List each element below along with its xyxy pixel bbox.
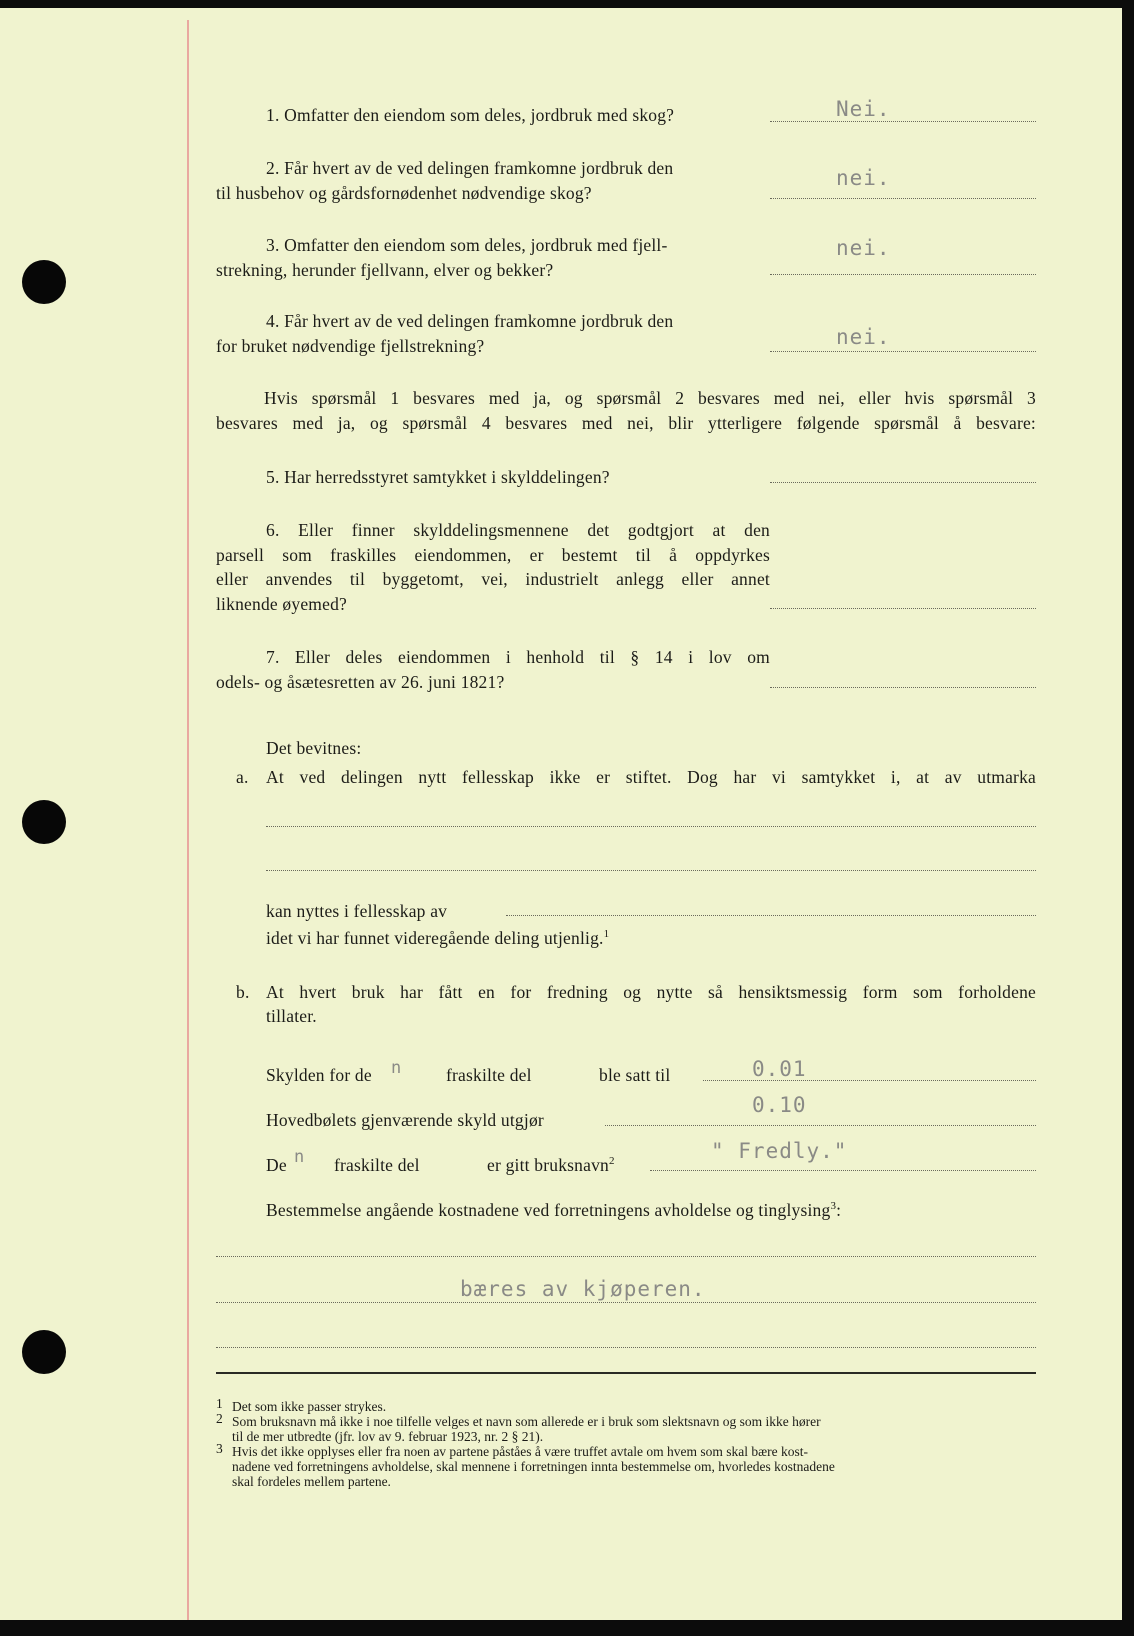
bestemmelse-line bbox=[216, 1256, 1036, 1257]
section-a-blank-line bbox=[266, 826, 1036, 827]
question-1-answer-line bbox=[770, 121, 1036, 122]
question-4-answer-line bbox=[770, 351, 1036, 352]
bruksnavn-label-end: er gitt bruksnavn$^2$ bbox=[487, 1155, 615, 1175]
bruksnavn-value-line bbox=[650, 1170, 1036, 1171]
question-7-text-line1: 7. Eller deles eiendommen i henhold til § 14 i lov om bbox=[266, 647, 770, 667]
punch-hole bbox=[22, 1330, 66, 1374]
section-b-letter: b. bbox=[236, 982, 250, 1002]
section-a-idet-text: idet vi har funnet videregående deling utjenlig.$^1$ bbox=[266, 928, 610, 948]
question-6-text-line4: liknende øyemed? bbox=[216, 594, 347, 614]
margin-rule bbox=[187, 20, 189, 1620]
question-2-answer-line bbox=[770, 198, 1036, 199]
footnote-3-number: 3 bbox=[216, 1441, 223, 1456]
bestemmelse-value: bæres av kjøperen. bbox=[460, 1277, 706, 1301]
bestemmelse-label: Bestemmelse angående kostnadene ved forretningens avholdelse og tinglysing$^3$: bbox=[266, 1200, 842, 1220]
question-2-text-line2: til husbehov og gårdsfornødenhet nødvendige skog? bbox=[216, 183, 592, 203]
question-7-text-line2: odels- og åsætesretten av 26. juni 1821? bbox=[216, 672, 505, 692]
question-4-text-line1: 4. Får hvert av de ved delingen framkomne jordbruk den bbox=[266, 311, 674, 331]
footnote-2-text: Som bruksnavn må ikke i noe tilfelle velges et navn som allerede er i bruk som slektsnavn og som ikke hører bbox=[232, 1414, 821, 1429]
hovedbol-value: 0.10 bbox=[752, 1093, 807, 1117]
punch-hole bbox=[22, 260, 66, 304]
question-6-text-line2: parsell som fraskilles eiendommen, er bestemt til å oppdyrkes bbox=[216, 545, 770, 565]
footnote-1-text: Det som ikke passer strykes. bbox=[232, 1399, 387, 1414]
question-5-answer-line bbox=[770, 482, 1036, 483]
bruksnavn-label-mid: fraskilte del bbox=[334, 1155, 420, 1175]
question-5-text: 5. Har herredsstyret samtykket i skylddelingen? bbox=[266, 467, 610, 487]
question-2-answer: nei. bbox=[836, 166, 891, 190]
question-6-text-line3: eller anvendes til byggetomt, vei, industrielt anlegg eller annet bbox=[216, 569, 770, 589]
footnote-3-text: Hvis det ikke opplyses eller fra noen av partene påståes å være truffet avtale om hvem som skal bære kost- bbox=[232, 1444, 808, 1459]
section-a-blank-line bbox=[266, 870, 1036, 871]
footnote-2-number: 2 bbox=[216, 1411, 223, 1426]
footnote-3-text-cont2: skal fordeles mellem partene. bbox=[232, 1474, 391, 1489]
footnote-1-number: 1 bbox=[216, 1396, 223, 1411]
bruksnavn-typed-n: n bbox=[294, 1147, 306, 1167]
condition-line2: besvares med ja, og spørsmål 4 besvares med nei, blir ytterligere følgende spørsmål å besvare: bbox=[216, 413, 1036, 433]
question-7-answer-line bbox=[770, 687, 1036, 688]
section-a-text: At ved delingen nytt fellesskap ikke er stiftet. Dog har vi samtykket i, at av utmarka bbox=[266, 767, 1036, 787]
bevitnes-heading: Det bevitnes: bbox=[266, 738, 362, 758]
hovedbol-label: Hovedbølets gjenværende skyld utgjør bbox=[266, 1110, 544, 1130]
question-3-text-line2: strekning, herunder fjellvann, elver og bekker? bbox=[216, 260, 554, 280]
bruksnavn-label-start: De bbox=[266, 1155, 287, 1175]
skyld-label-start: Skylden for de bbox=[266, 1065, 372, 1085]
bestemmelse-line bbox=[216, 1302, 1036, 1303]
section-b-text-line1: At hvert bruk har fått en for fredning og nytte så hensiktsmessig form som forholdene bbox=[266, 982, 1036, 1002]
section-a-letter: a. bbox=[236, 767, 249, 787]
bestemmelse-line bbox=[216, 1347, 1036, 1348]
question-3-text-line1: 3. Omfatter den eiendom som deles, jordbruk med fjell- bbox=[266, 235, 668, 255]
condition-line1: Hvis spørsmål 1 besvares med ja, og spørsmål 2 besvares med nei, eller hvis spørsmål 3 bbox=[264, 388, 1036, 408]
question-3-answer-line bbox=[770, 274, 1036, 275]
skyld-label-mid: fraskilte del bbox=[446, 1065, 532, 1085]
footnote-2-text-cont: til de mer utbredte (jfr. lov av 9. februar 1923, nr. 2 § 21). bbox=[232, 1429, 544, 1444]
question-3-answer: nei. bbox=[836, 236, 891, 260]
footnote-rule bbox=[216, 1372, 1036, 1374]
section-a-kan-label: kan nyttes i fellesskap av bbox=[266, 901, 448, 921]
section-a-kan-line bbox=[506, 915, 1036, 916]
question-1-text: 1. Omfatter den eiendom som deles, jordbruk med skog? bbox=[266, 105, 675, 125]
question-4-answer: nei. bbox=[836, 325, 891, 349]
skyld-typed-n: n bbox=[391, 1058, 403, 1078]
bruksnavn-value: " Fredly." bbox=[711, 1139, 848, 1163]
skyld-value: 0.01 bbox=[752, 1057, 807, 1081]
question-1-answer: Nei. bbox=[836, 97, 891, 121]
section-b-text-line2: tillater. bbox=[266, 1006, 317, 1026]
footnote-3-text-cont: nadene ved forretningens avholdelse, skal mennene i forretningen innta bestemmelse om, hvorledes kostnadene bbox=[232, 1459, 835, 1474]
question-6-answer-line bbox=[770, 608, 1036, 609]
punch-hole bbox=[22, 800, 66, 844]
question-6-text-line1: 6. Eller finner skylddelingsmennene det godtgjort at den bbox=[266, 520, 770, 540]
question-4-text-line2: for bruket nødvendige fjellstrekning? bbox=[216, 336, 485, 356]
question-2-text-line1: 2. Får hvert av de ved delingen framkomne jordbruk den bbox=[266, 158, 674, 178]
hovedbol-value-line bbox=[605, 1125, 1036, 1126]
skyld-label-end: ble satt til bbox=[599, 1065, 671, 1085]
